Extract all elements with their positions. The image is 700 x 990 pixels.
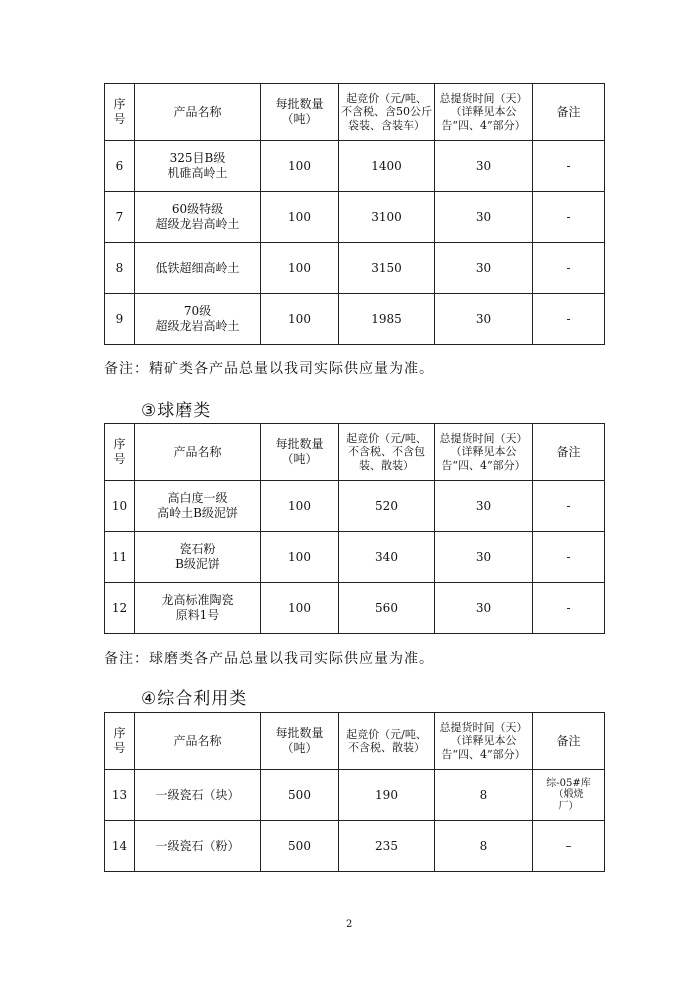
- header-product-name: 产品名称: [135, 424, 261, 481]
- table-row: [105, 192, 605, 243]
- cell-no: 6: [105, 141, 135, 192]
- table-concentrate: [104, 83, 605, 345]
- header-remark: 备注: [533, 713, 605, 770]
- note-concentrate: 备注：精矿类各产品总量以我司实际供应量为准。: [104, 361, 434, 377]
- cell-product-name: 60级特级 超级龙岩高岭土: [135, 192, 261, 243]
- cell-qty: 100: [261, 192, 339, 243]
- cell-qty: 500: [261, 770, 339, 821]
- cell-remark: –: [533, 821, 605, 872]
- cell-product-name: 瓷石粉 B级泥饼: [135, 532, 261, 583]
- table-comprehensive: [104, 712, 605, 872]
- header-price: 起竞价（元/吨、不含税、不含包装、散装）: [339, 424, 435, 481]
- cell-days: 30: [435, 141, 533, 192]
- cell-product-name: 一级瓷石（粉）: [135, 821, 261, 872]
- header-product-name: 产品名称: [135, 713, 261, 770]
- cell-product-name: 高白度一级 高岭土B级泥饼: [135, 481, 261, 532]
- cell-no: 11: [105, 532, 135, 583]
- header-no: 序号: [105, 84, 135, 141]
- table-row: [105, 243, 605, 294]
- cell-product-name: 龙高标准陶瓷 原料1号: [135, 583, 261, 634]
- cell-product-name: 70级 超级龙岩高岭土: [135, 294, 261, 345]
- cell-remark: -: [533, 294, 605, 345]
- cell-qty: 100: [261, 294, 339, 345]
- note-ball-mill: 备注：球磨类各产品总量以我司实际供应量为准。: [104, 651, 434, 667]
- cell-price: 190: [339, 770, 435, 821]
- cell-days: 30: [435, 294, 533, 345]
- header-qty: 每批数量（吨）: [261, 84, 339, 141]
- table-header-row: [105, 713, 605, 770]
- cell-days: 30: [435, 481, 533, 532]
- cell-price: 560: [339, 583, 435, 634]
- cell-price: 235: [339, 821, 435, 872]
- cell-qty: 100: [261, 243, 339, 294]
- cell-remark: -: [533, 192, 605, 243]
- cell-days: 8: [435, 770, 533, 821]
- table-row: [105, 481, 605, 532]
- cell-days: 30: [435, 192, 533, 243]
- cell-days: 8: [435, 821, 533, 872]
- table-header-row: [105, 424, 605, 481]
- table-header-row: [105, 84, 605, 141]
- cell-product-name: 低铁超细高岭土: [135, 243, 261, 294]
- section-title-comprehensive: ④综合利用类: [141, 689, 248, 709]
- table-row: [105, 821, 605, 872]
- cell-days: 30: [435, 532, 533, 583]
- cell-no: 14: [105, 821, 135, 872]
- table-ball-mill: [104, 423, 605, 634]
- cell-remark: -: [533, 141, 605, 192]
- header-days: 总提货时间（天）（详释见本公告“四、4”部分）: [435, 424, 533, 481]
- cell-days: 30: [435, 583, 533, 634]
- cell-qty: 100: [261, 141, 339, 192]
- cell-product-name: 一级瓷石（块）: [135, 770, 261, 821]
- cell-remark: -: [533, 532, 605, 583]
- cell-price: 3150: [339, 243, 435, 294]
- header-no: 序号: [105, 424, 135, 481]
- header-product-name: 产品名称: [135, 84, 261, 141]
- cell-remark: -: [533, 243, 605, 294]
- table-row: [105, 294, 605, 345]
- header-days: 总提货时间（天）（详释见本公告“四、4”部分）: [435, 84, 533, 141]
- cell-qty: 100: [261, 583, 339, 634]
- cell-no: 13: [105, 770, 135, 821]
- cell-price: 340: [339, 532, 435, 583]
- header-days: 总提货时间（天）（详释见本公告“四、4”部分）: [435, 713, 533, 770]
- page-number: 2: [346, 919, 353, 930]
- table-row: [105, 583, 605, 634]
- cell-remark: -: [533, 583, 605, 634]
- header-price: 起竞价（元/吨、不含税、含50公斤袋装、含装车）: [339, 84, 435, 141]
- cell-no: 10: [105, 481, 135, 532]
- cell-product-name: 325目B级 机碓高岭土: [135, 141, 261, 192]
- cell-qty: 500: [261, 821, 339, 872]
- cell-price: 3100: [339, 192, 435, 243]
- section-title-ball-mill: ③球磨类: [141, 401, 212, 421]
- cell-no: 8: [105, 243, 135, 294]
- cell-price: 520: [339, 481, 435, 532]
- cell-price: 1400: [339, 141, 435, 192]
- header-remark: 备注: [533, 84, 605, 141]
- cell-qty: 100: [261, 481, 339, 532]
- cell-no: 7: [105, 192, 135, 243]
- header-qty: 每批数量（吨）: [261, 424, 339, 481]
- cell-remark: 综-05#库 （煅烧 厂）: [533, 770, 605, 821]
- cell-days: 30: [435, 243, 533, 294]
- header-remark: 备注: [533, 424, 605, 481]
- cell-qty: 100: [261, 532, 339, 583]
- table-row: [105, 770, 605, 821]
- cell-no: 12: [105, 583, 135, 634]
- header-no: 序号: [105, 713, 135, 770]
- table-row: [105, 141, 605, 192]
- table-row: [105, 532, 605, 583]
- header-price: 起竞价（元/吨、不含税、散装）: [339, 713, 435, 770]
- cell-price: 1985: [339, 294, 435, 345]
- header-qty: 每批数量（吨）: [261, 713, 339, 770]
- cell-no: 9: [105, 294, 135, 345]
- cell-remark: -: [533, 481, 605, 532]
